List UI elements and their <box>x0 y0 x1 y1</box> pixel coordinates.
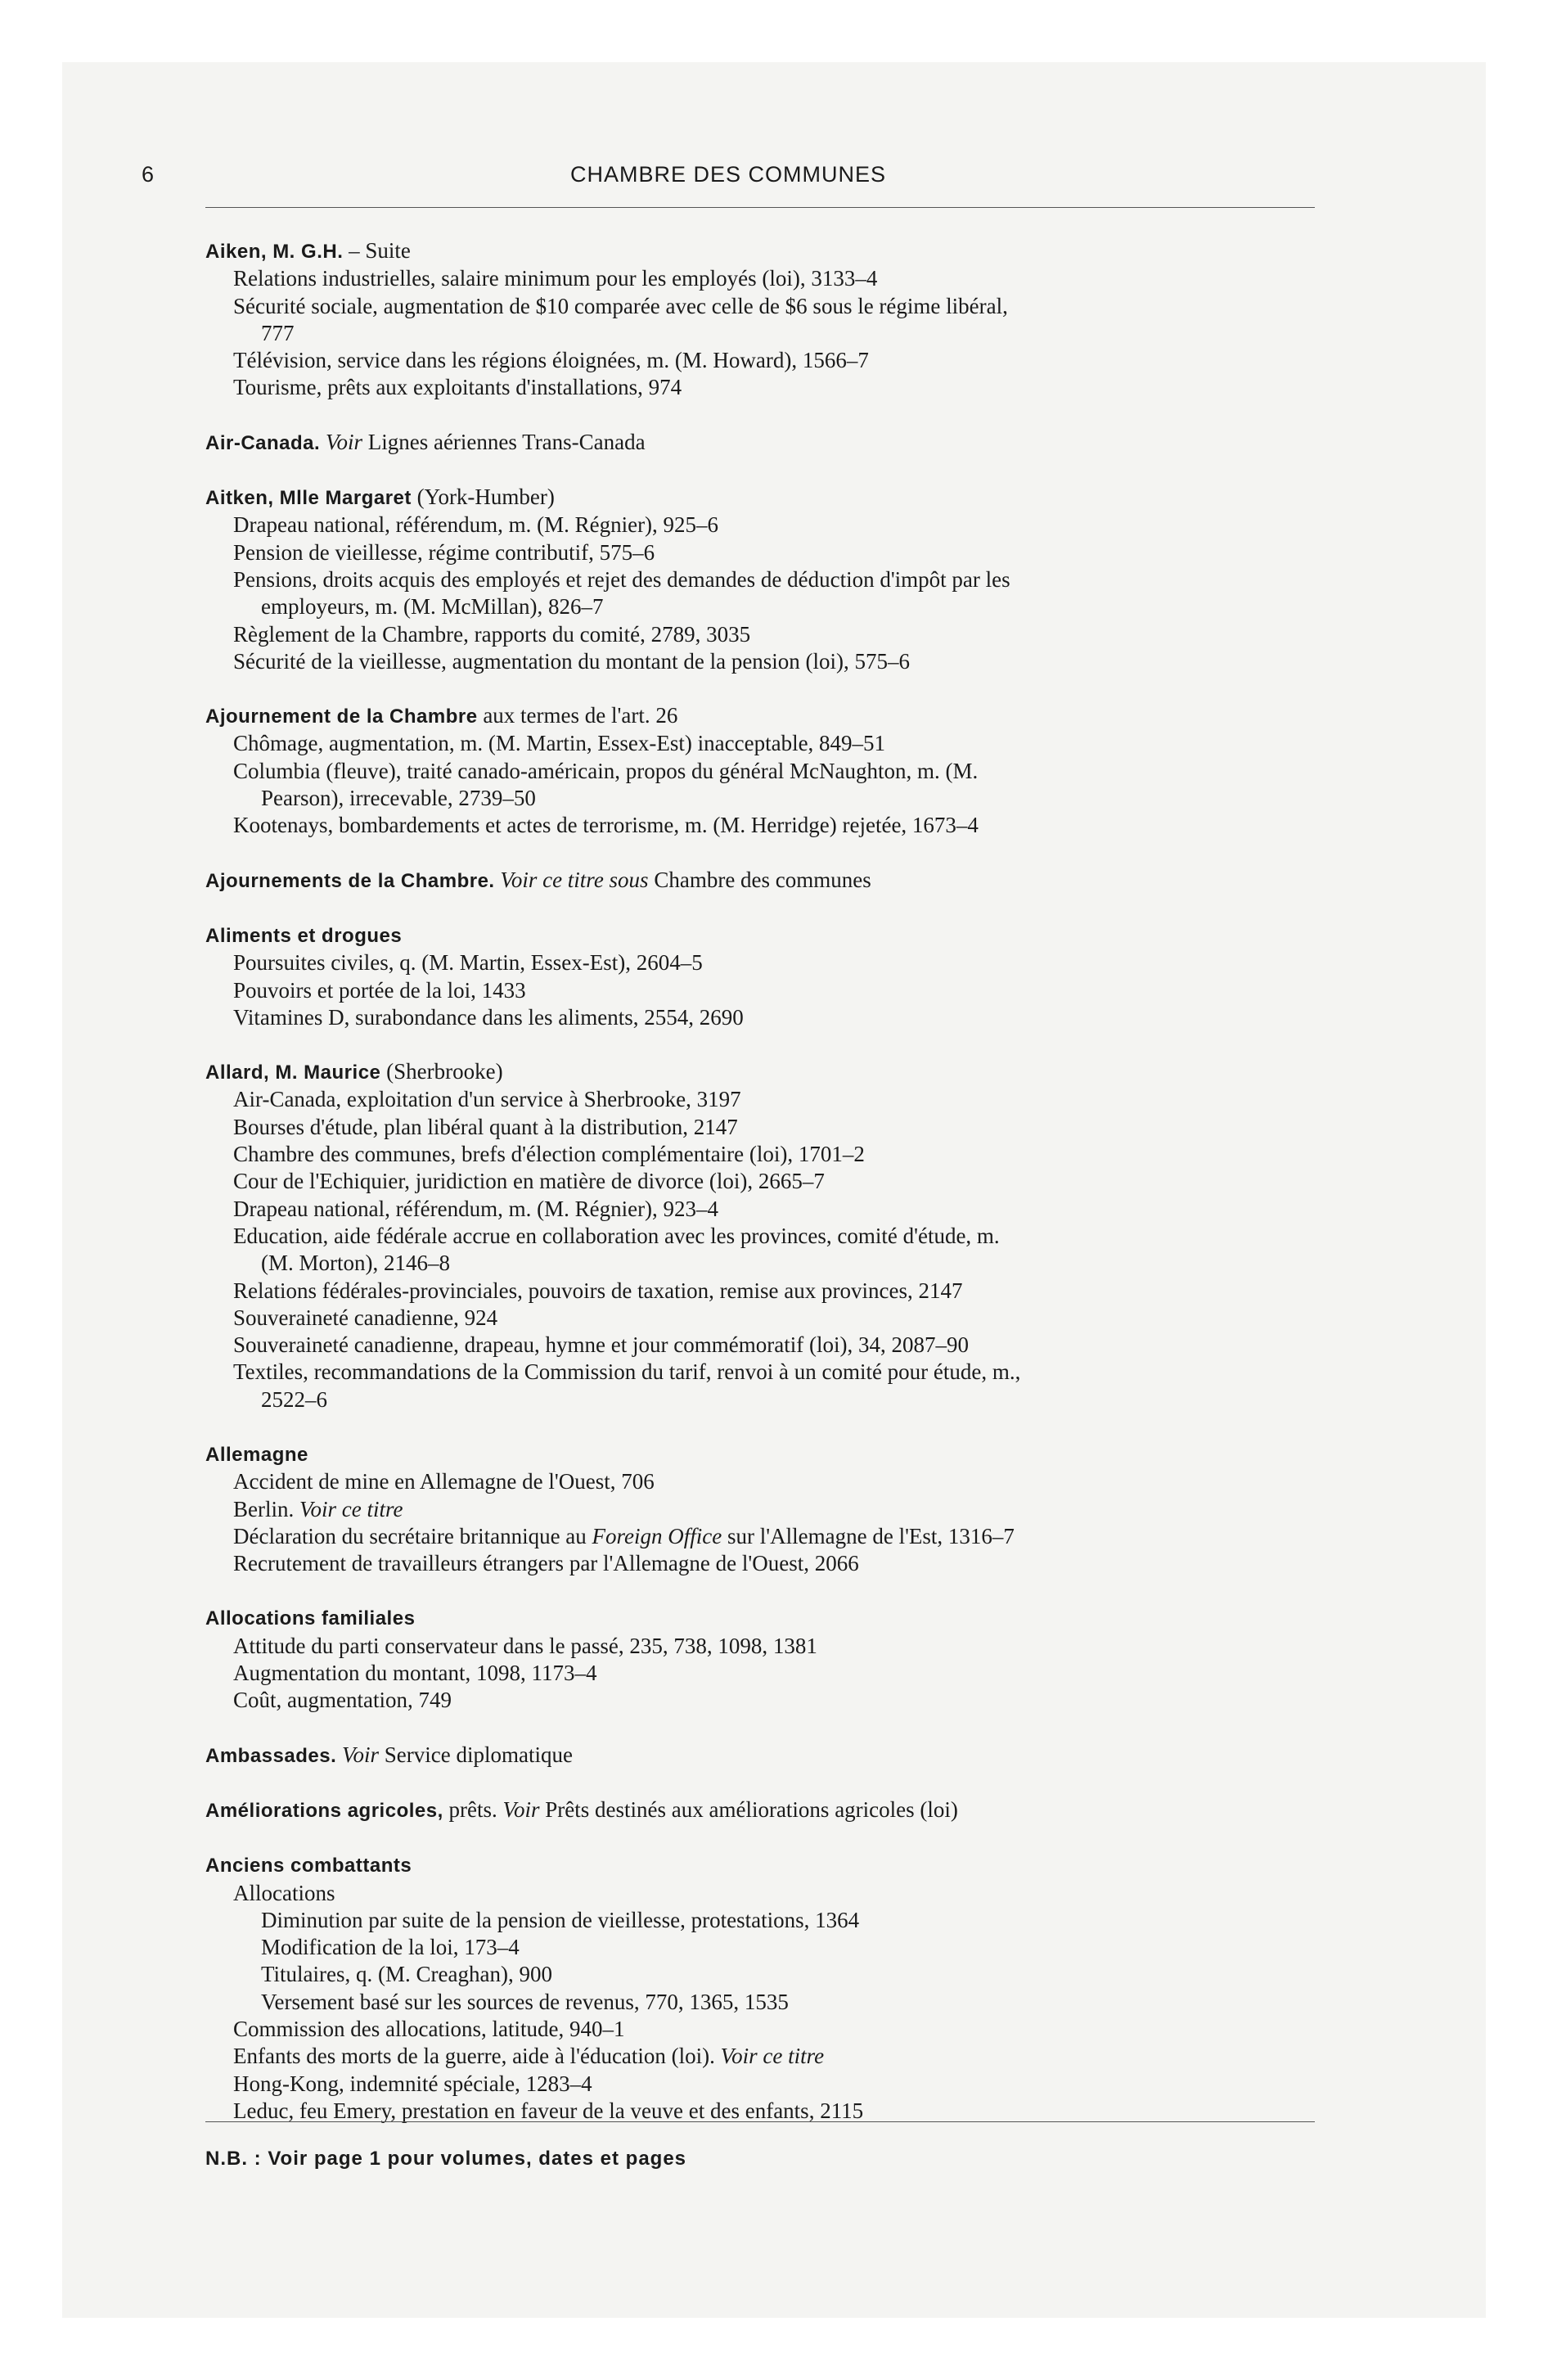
subentry-text: Modification de la loi, 173–4 <box>261 1935 520 1960</box>
subentry-text: Pensions, droits acquis des employés et rejet des demandes de déduction d'impôt par les <box>233 566 1010 592</box>
index-entry <box>205 237 1326 402</box>
subentry-line <box>205 1114 1326 1141</box>
subentry-line <box>205 1880 1326 1907</box>
cross-reference-marker: Voir ce titre sous <box>500 867 649 892</box>
subentry-line <box>205 949 1326 976</box>
subentry-continuation <box>205 1250 1326 1277</box>
subentry-line <box>205 566 1326 593</box>
entry-heading-line <box>205 1604 1326 1632</box>
subentry-text: Leduc, feu Emery, prestation en faveur de la veuve et des enfants, 2115 <box>233 2098 864 2123</box>
subentry-text: Bourses d'étude, plan libéral quant à la distribution, 2147 <box>233 1114 738 1139</box>
index-entry <box>205 484 1326 675</box>
subentry-text: Télévision, service dans les régions éloignées, m. (M. Howard), 1566–7 <box>233 348 869 373</box>
subentry-line <box>205 1496 1326 1523</box>
subentry-continuation <box>205 1989 1326 2016</box>
subentry-text: Tourisme, prêts aux exploitants d'installations, 974 <box>233 375 682 400</box>
index-entry <box>205 1058 1326 1413</box>
entry-heading: Ajournement de la Chambre <box>205 705 478 728</box>
subentry-line <box>205 621 1326 648</box>
subentry-line <box>205 1523 1326 1550</box>
subentry-text: Vitamines D, surabondance dans les aliments, 2554, 2690 <box>233 1004 744 1030</box>
subentry-text: Hong-Kong, indemnité spéciale, 1283–4 <box>233 2071 592 2096</box>
subentry-text: Augmentation du montant, 1098, 1173–4 <box>233 1661 597 1686</box>
entry-heading-line <box>205 1851 1326 1879</box>
subentry-text: 777 <box>261 320 295 345</box>
subentry-line <box>205 2016 1326 2043</box>
subentry-line <box>205 758 1326 785</box>
subentry-line <box>205 1086 1326 1113</box>
subentry-text: Allocations <box>233 1880 335 1905</box>
subentry-line <box>205 512 1326 539</box>
subentry-text: Attitude du parti conservateur dans le passé, 235, 738, 1098, 1381 <box>233 1633 817 1658</box>
index-entry <box>205 702 1326 839</box>
subentry-text: Air-Canada, exploitation d'un service à Sherbrooke, 3197 <box>233 1087 741 1112</box>
subentry-text: Textiles, recommandations de la Commission du tarif, renvoi à un comité pour étude, m., <box>233 1359 1021 1385</box>
subentry-text: Règlement de la Chambre, rapports du comité, 2789, 3035 <box>233 621 751 647</box>
italic-text: Voir ce titre <box>299 1496 403 1521</box>
subentry-text: Poursuites civiles, q. (M. Martin, Essex-Est), 2604–5 <box>233 950 703 976</box>
index-entry <box>205 867 1326 895</box>
italic-text: Foreign Office <box>592 1523 722 1548</box>
entry-heading-suffix: Prêts destinés aux améliorations agricoles (loi) <box>539 1796 958 1822</box>
header-rule <box>205 207 1315 208</box>
footnote: N.B. : Voir page 1 pour volumes, dates et pages <box>205 2148 687 2170</box>
subentry-line <box>205 648 1326 675</box>
entry-heading-suffix: Service diplomatique <box>379 1742 573 1767</box>
subentry-text: Drapeau national, référendum, m. (M. Régnier), 925–6 <box>233 512 719 538</box>
subentry-line <box>205 1660 1326 1687</box>
subentry-line <box>205 2043 1326 2070</box>
subentry-text: Relations industrielles, salaire minimum pour les employés (loi), 3133–4 <box>233 266 878 291</box>
index-entry <box>205 1604 1326 1714</box>
page-header <box>142 158 1315 197</box>
subentry-line <box>205 1633 1326 1660</box>
subentry-line <box>205 1359 1326 1386</box>
index-entry <box>205 922 1326 1031</box>
subentry-continuation <box>205 593 1326 620</box>
subentry-text: Education, aide fédérale accrue en collaboration avec les provinces, comité d'étude, m. <box>233 1223 1000 1248</box>
subentry-text: Drapeau national, référendum, m. (M. Régnier), 923–4 <box>233 1196 719 1221</box>
subentry-line <box>205 730 1326 757</box>
entry-heading-line <box>205 1440 1326 1468</box>
subentry-line <box>205 1004 1326 1031</box>
subentry-line <box>205 1168 1326 1195</box>
subentry-continuation <box>205 320 1326 347</box>
subentry-line <box>205 977 1326 1004</box>
subentry-text: Chômage, augmentation, m. (M. Martin, Essex-Est) inacceptable, 849–51 <box>233 731 886 756</box>
subentry-text: Accident de mine en Allemagne de l'Ouest, 706 <box>233 1469 655 1494</box>
subentry-text: Coût, augmentation, 749 <box>233 1688 452 1713</box>
subentry-text: Pearson), irrecevable, 2739–50 <box>261 786 536 811</box>
subentry-text: Souveraineté canadienne, 924 <box>233 1305 498 1330</box>
entry-heading: Aitken, Mlle Margaret <box>205 487 412 510</box>
subentry-line <box>205 347 1326 374</box>
index-entry <box>205 1851 1326 2125</box>
subentry-text: Pension de vieillesse, régime contributif, 575–6 <box>233 539 655 565</box>
entry-heading-suffix: aux termes de l'art. 26 <box>477 703 678 728</box>
entry-heading-line <box>205 1058 1326 1086</box>
subentry-text: Titulaires, q. (M. Creaghan), 900 <box>261 1962 552 1987</box>
entry-heading-suffix: Lignes aériennes Trans-Canada <box>362 429 646 454</box>
entry-heading-suffix <box>320 430 326 454</box>
index-entry <box>205 1440 1326 1577</box>
subentry-text: Souveraineté canadienne, drapeau, hymne et jour commémoratif (loi), 34, 2087–90 <box>233 1332 969 1358</box>
subentry-line <box>205 293 1326 320</box>
entry-heading: Allemagne <box>205 1443 308 1466</box>
subentry-text: Sécurité sociale, augmentation de $10 comparée avec celle de $6 sous le régime libéral, <box>233 293 1008 318</box>
entry-heading-suffix: – Suite <box>343 238 411 263</box>
entry-heading-suffix: (York-Humber) <box>411 485 555 510</box>
subentry-line <box>205 374 1326 401</box>
subentry-text: Columbia (fleuve), traité canado-américain, propos du général McNaughton, m. (M. <box>233 758 979 783</box>
entry-heading: Allocations familiales <box>205 1607 416 1630</box>
italic-text: Voir ce titre <box>720 2044 825 2069</box>
index-entry <box>205 1796 1326 1824</box>
subentry-line <box>205 265 1326 292</box>
cross-reference-marker: Voir <box>502 1796 540 1822</box>
subentry-line <box>205 1468 1326 1495</box>
entry-heading: Aliments et drogues <box>205 924 403 947</box>
entry-heading-suffix: (Sherbrooke) <box>380 1059 503 1084</box>
entry-heading-suffix: Chambre des communes <box>648 867 871 892</box>
entry-heading: Ambassades. <box>205 1744 337 1767</box>
subentry-text: Relations fédérales-provinciales, pouvoirs de taxation, remise aux provinces, 2147 <box>233 1278 963 1303</box>
subentry-text: Versement basé sur les sources de revenus, 770, 1365, 1535 <box>261 1989 789 2014</box>
subentry-text: Recrutement de travailleurs étrangers par l'Allemagne de l'Ouest, 2066 <box>233 1551 859 1576</box>
entry-heading: Ajournements de la Chambre. <box>205 869 495 892</box>
entry-heading: Aiken, M. G.H. <box>205 241 344 263</box>
subentry-text: 2522–6 <box>261 1386 327 1412</box>
index-entry <box>205 429 1326 457</box>
entry-heading-line <box>205 702 1326 730</box>
subentry-line <box>205 2071 1326 2098</box>
entry-heading-line <box>205 429 1326 457</box>
subentry-line <box>205 1141 1326 1168</box>
subentry-text: (M. Morton), 2146–8 <box>261 1251 450 1276</box>
page-number: 6 <box>142 162 155 187</box>
subentry-text: Diminution par suite de la pension de vieillesse, protestations, 1364 <box>261 1907 860 1932</box>
footer-rule <box>205 2121 1315 2122</box>
subentry-continuation <box>205 1907 1326 1934</box>
entry-heading-line <box>205 1742 1326 1769</box>
subentry-text: Déclaration du secrétaire britannique au <box>233 1523 592 1548</box>
subentry-text: Berlin. <box>233 1496 299 1521</box>
subentry-line <box>205 1305 1326 1332</box>
subentry-continuation <box>205 1934 1326 1961</box>
entry-heading: Allard, M. Maurice <box>205 1062 381 1084</box>
subentry-line <box>205 1550 1326 1577</box>
entry-heading-suffix <box>336 1742 342 1767</box>
subentry-text: Sécurité de la vieillesse, augmentation du montant de la pension (loi), 575–6 <box>233 648 911 674</box>
subentry-line <box>205 1687 1326 1714</box>
index-entry <box>205 1742 1326 1769</box>
entry-heading-line <box>205 237 1326 265</box>
subentry-text: Chambre des communes, brefs d'élection complémentaire (loi), 1701–2 <box>233 1142 865 1167</box>
running-title: CHAMBRE DES COMMUNES <box>569 162 887 187</box>
subentry-continuation <box>205 785 1326 812</box>
subentry-line <box>205 1196 1326 1223</box>
subentry-continuation <box>205 1386 1326 1413</box>
entry-heading: Air-Canada. <box>205 431 321 454</box>
entry-heading: Améliorations agricoles, <box>205 1799 443 1822</box>
index-content <box>205 237 1326 2125</box>
entry-heading: Anciens combattants <box>205 1855 412 1877</box>
subentry-continuation <box>205 1961 1326 1988</box>
subentry-line <box>205 1332 1326 1359</box>
subentry-text: Commission des allocations, latitude, 940–1 <box>233 2017 625 2042</box>
subentry-line <box>205 1278 1326 1305</box>
subentry-line <box>205 1223 1326 1250</box>
entry-heading-line <box>205 867 1326 895</box>
subentry-line <box>205 812 1326 839</box>
subentry-text: Enfants des morts de la guerre, aide à l'éducation (loi). <box>233 2044 721 2069</box>
subentry-text: Pouvoirs et portée de la loi, 1433 <box>233 977 526 1003</box>
subentry-text: employeurs, m. (M. McMillan), 826–7 <box>261 594 604 620</box>
entry-heading-line <box>205 1796 1326 1824</box>
cross-reference-marker: Voir <box>342 1742 380 1767</box>
subentry-text: Kootenays, bombardements et actes de terrorisme, m. (M. Herridge) rejetée, 1673–4 <box>233 813 979 838</box>
subentry-line <box>205 539 1326 566</box>
entry-heading-line <box>205 484 1326 512</box>
entry-heading-line <box>205 922 1326 949</box>
cross-reference-marker: Voir <box>325 429 362 454</box>
subentry-text: Cour de l'Echiquier, juridiction en matière de divorce (loi), 2665–7 <box>233 1169 825 1194</box>
entry-heading-suffix: prêts. <box>443 1796 503 1822</box>
subentry-text: sur l'Allemagne de l'Est, 1316–7 <box>722 1523 1015 1548</box>
